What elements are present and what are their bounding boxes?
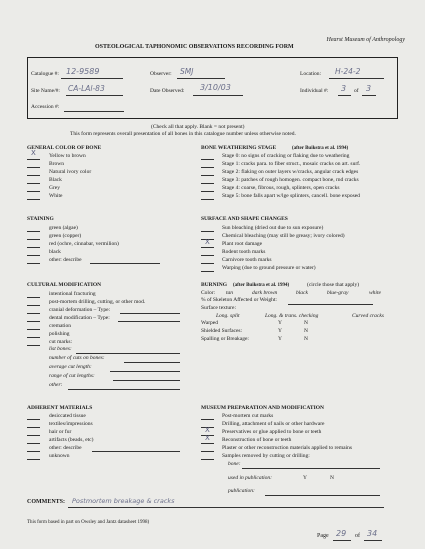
page-of: of (355, 533, 360, 539)
weathering-checkbox[interactable] (201, 183, 214, 184)
burning-circle-note: (circle those that apply) (307, 282, 360, 288)
catalogue-line (61, 78, 123, 79)
site-value[interactable]: CA-LAl-83 (68, 84, 105, 93)
individual-of: of (354, 88, 359, 94)
color-checkbox[interactable] (27, 167, 40, 168)
weathering-checkbox[interactable] (201, 167, 214, 168)
staining-option: green (copper) (49, 233, 82, 239)
adherent-checkbox[interactable] (27, 419, 40, 420)
surface-option: Chemical bleaching (may still be greasy; ivory colored) (222, 233, 345, 239)
staining-option: other: describe (49, 257, 82, 263)
site-line (66, 95, 123, 96)
color-checkbox[interactable] (27, 199, 40, 200)
surface-section-title: SURFACE AND SHAPE CHANGES (201, 216, 288, 222)
weathering-option: Stage 5: bone falls apart w/lge splinters, cancell. bone exposed (222, 193, 360, 199)
burning-texture-label: Surface texture: (201, 305, 236, 311)
adherent-option: artifacts (beads, etc) (49, 437, 94, 443)
staining-option: green (algae) (49, 225, 78, 231)
cultural-checkbox[interactable] (27, 297, 40, 298)
cultural-checkbox[interactable] (27, 345, 40, 346)
cultural-option: cranial deformation – Type: (49, 307, 111, 313)
museum-section-title: MUSEUM PREPARATION AND MODIFICATION (201, 405, 324, 411)
burning-color-white[interactable]: white (369, 290, 381, 296)
date-value[interactable]: 3/10/03 (200, 83, 231, 92)
burning-color-dark-brown[interactable]: dark brown (252, 290, 278, 296)
adherent-checkbox[interactable] (27, 435, 40, 436)
burning-row-yes[interactable]: Y (278, 328, 282, 334)
museum-bone-label: bone: (228, 461, 241, 467)
comments-value[interactable]: Postmortem breakage & cracks (72, 497, 175, 505)
adherent-section-title: ADHERENT MATERIALS (27, 405, 93, 411)
museum-option: Preservatives or glue applied to bone or teeth (222, 429, 322, 435)
catalogue-value[interactable]: 12-9589 (66, 67, 100, 76)
avg-length-label: average cut length: (49, 364, 92, 370)
burning-color-blue-gray[interactable]: blue-gray (327, 290, 349, 296)
cultural-option: intentional fracturing (49, 291, 96, 297)
color-checkbox[interactable] (27, 183, 40, 184)
museum-checkbox[interactable] (201, 443, 214, 444)
surface-check-mark: X (205, 238, 210, 246)
burning-color-label: Color: (201, 290, 216, 296)
cultural-other-line[interactable] (68, 389, 180, 390)
site-label: Site Name/#: (31, 88, 60, 94)
surface-option: Warping (due to ground pressure or water) (222, 265, 316, 271)
cultural-checkbox[interactable] (27, 305, 40, 306)
staining-checkbox[interactable] (27, 231, 40, 232)
individual-total[interactable]: 3 (366, 84, 372, 93)
color-option: Black (49, 177, 62, 183)
date-label: Date Observed: (150, 88, 185, 94)
museum-used-no[interactable]: N (330, 475, 334, 481)
burning-row-no[interactable]: N (304, 320, 308, 326)
individual-value[interactable]: 3 (341, 84, 347, 93)
individual-total-line (362, 95, 376, 96)
weathering-checkbox[interactable] (201, 191, 214, 192)
surface-option: Carnivore tooth marks (222, 257, 272, 263)
burning-row-yes[interactable]: Y (278, 336, 282, 342)
page-number[interactable]: 29 (336, 529, 347, 538)
burning-long-split: Long. split (216, 313, 240, 319)
museum-option: Drilling, attachment of nails or other hardware (222, 421, 325, 427)
staining-checkbox[interactable] (27, 239, 40, 240)
color-option: Grey (49, 185, 60, 191)
museum-check-mark: X (205, 426, 210, 434)
cut-count-label: number of cuts on bones: (49, 355, 105, 361)
cultural-checkbox[interactable] (27, 321, 40, 322)
adherent-option: other: describe (49, 445, 82, 451)
museum-option: Plaster or other reconstruction materials applied to remains (222, 445, 352, 451)
color-checkbox[interactable] (27, 159, 40, 160)
color-check-mark: X (31, 149, 36, 157)
adherent-option: textiles/impressions (49, 421, 93, 427)
cultural-option: cut marks: (49, 339, 73, 345)
location-line (329, 78, 384, 79)
dental-type-line[interactable] (118, 321, 180, 322)
burning-note: (after Buikstra et al. 1994) (233, 283, 290, 288)
page-total[interactable]: 34 (367, 529, 378, 538)
surface-checkbox[interactable] (201, 271, 214, 272)
cultural-option: cremation (49, 323, 71, 329)
burning-long-trans: Long. & trans. checking (265, 313, 319, 319)
burning-section-title: BURNING (201, 282, 227, 288)
comments-line[interactable] (68, 507, 384, 508)
museum-publication-label: publication: (228, 488, 255, 494)
cranial-type-line[interactable] (120, 313, 180, 314)
weathering-checkbox[interactable] (201, 159, 214, 160)
comments-label: COMMENTS: (27, 499, 65, 505)
weathering-option: Stage 4: coarse, fibrous, rough, splinters, open cracks (222, 185, 340, 191)
surface-option: Plant root damage (222, 241, 263, 247)
list-bones-line[interactable] (76, 353, 180, 354)
burning-color-black[interactable]: black (296, 290, 308, 296)
adherent-describe-line[interactable] (92, 451, 180, 452)
footer-note: This form based in part on Owsley and Jantz datasheet 1998) (27, 520, 150, 525)
museum-option: Reconstruction of bone or teeth (222, 437, 292, 443)
staining-option: red (ochre, cinnabar, vermilion) (49, 241, 119, 247)
staining-checkbox[interactable] (27, 263, 40, 264)
weathering-option: Stage 3: patches of rough homogen. compact bone, rnd cracks (222, 177, 359, 183)
surface-option: Rodent tooth marks (222, 249, 266, 255)
cultural-checkbox[interactable] (27, 337, 40, 338)
burning-row-label: Shielded Surfaces: (201, 328, 243, 334)
museum-checkbox[interactable] (201, 419, 214, 420)
staining-section-title: STAINING (27, 216, 54, 222)
color-option: White (49, 193, 63, 199)
weathering-checkbox[interactable] (201, 175, 214, 176)
cultural-option: dental modification – Type: (49, 315, 110, 321)
location-label: Location: (300, 71, 322, 77)
color-option: Brown (49, 161, 64, 167)
burning-row-no[interactable]: N (304, 336, 308, 342)
avg-length-line[interactable] (110, 371, 180, 372)
museum-option: Samples removed by cutting or drilling: (222, 453, 310, 459)
burning-row-label: Warped (201, 320, 218, 326)
adherent-checkbox[interactable] (27, 459, 40, 460)
date-line (193, 95, 243, 96)
museum-checkbox[interactable] (201, 459, 214, 460)
list-bones-label: list bones: (49, 346, 72, 352)
burning-row-no[interactable]: N (304, 328, 308, 334)
adherent-option: hair or fur (49, 429, 72, 435)
cultural-option: polishing (49, 331, 70, 337)
color-option: Yellow to brown (49, 153, 86, 159)
adherent-checkbox[interactable] (27, 427, 40, 428)
observer-line (177, 78, 225, 79)
staining-option: black (49, 249, 61, 255)
accession-label: Accession #: (31, 104, 60, 110)
burning-skeleton-line[interactable] (288, 304, 373, 305)
burning-row-label: Spalling or Breakage: (201, 336, 249, 342)
weathering-option: Stage 1: cracks para. to fiber struct., mosaic cracks on art. surf. (222, 161, 361, 167)
page-label: Page (317, 533, 329, 539)
museum-publication-line[interactable] (265, 495, 380, 496)
burning-curved: Curved cracks (352, 313, 384, 319)
page-num-line (333, 540, 351, 541)
staining-checkbox[interactable] (27, 247, 40, 248)
observer-label: Observer: (150, 71, 172, 77)
adherent-option: unknown (49, 453, 70, 459)
color-checkbox[interactable] (27, 175, 40, 176)
museum-bone-line[interactable] (242, 468, 380, 469)
weathering-note: (after Buikstra et al. 1994) (292, 146, 349, 151)
color-option: Natural ivory color (49, 169, 92, 175)
surface-checkbox[interactable] (201, 231, 214, 232)
weathering-checkbox[interactable] (201, 199, 214, 200)
surface-checkbox[interactable] (201, 263, 214, 264)
museum-option: Post-mortem cut marks (222, 413, 274, 419)
location-value[interactable]: H-24-2 (335, 67, 361, 76)
burning-skeleton-label: % of Skeleton Affected or Weight: (201, 297, 277, 303)
weathering-option: Stage 2: flaking on outer layers w/cracks, angular crack edges (222, 169, 359, 175)
surface-checkbox[interactable] (201, 255, 214, 256)
cultural-option: post-mortem drilling, cutting, or other mod. (49, 299, 146, 305)
museum-used-yes[interactable]: Y (303, 475, 307, 481)
weathering-section-title: BONE WEATHERING STAGE (201, 145, 277, 151)
color-checkbox[interactable] (27, 191, 40, 192)
range-length-label: range of cut lengths: (49, 373, 95, 379)
staining-describe-line[interactable] (90, 263, 160, 264)
adherent-checkbox[interactable] (27, 451, 40, 452)
burning-color-tan[interactable]: tan (226, 290, 234, 296)
form-title: OSTEOLOGICAL TAPHONOMIC OBSERVATIONS RECORDING FORM (95, 44, 294, 50)
instructions-line2: This form represents overall presentation of all bones in this catalogue number unless otherwise noted. (70, 131, 296, 137)
museum-checkbox[interactable] (201, 451, 214, 452)
cultural-checkbox[interactable] (27, 313, 40, 314)
adherent-option: desiccated tissue (49, 413, 86, 419)
individual-line (338, 95, 351, 96)
page-total-line (364, 540, 382, 541)
accession-line[interactable] (64, 111, 124, 112)
cultural-section-title: CULTURAL MODIFICATION (27, 282, 102, 288)
museum-check-mark: X (205, 434, 210, 442)
adherent-checkbox[interactable] (27, 443, 40, 444)
observer-value[interactable]: SMJ (180, 67, 194, 76)
cut-count-line[interactable] (124, 362, 180, 363)
museum-name: Hearst Museum of Anthropology (326, 37, 405, 43)
surface-option: Sun bleaching (dried out due to sun exposure) (222, 225, 324, 231)
staining-checkbox[interactable] (27, 255, 40, 256)
instructions-line1: (Check all that apply. Blank = not present) (151, 124, 245, 130)
cultural-checkbox[interactable] (27, 329, 40, 330)
museum-used-pub-label: used in publication: (228, 475, 272, 481)
cultural-other-label: other: (49, 382, 63, 388)
catalogue-label: Catalogue #: (31, 71, 59, 77)
surface-checkbox[interactable] (201, 247, 214, 248)
range-length-line[interactable] (113, 380, 180, 381)
individual-label: Individual #: (300, 88, 329, 94)
burning-row-yes[interactable]: Y (278, 320, 282, 326)
color-section-title: GENERAL COLOR OF BONE (27, 145, 102, 151)
weathering-option: Stage 0: no signs of cracking or flaking due to weathering (222, 153, 350, 159)
